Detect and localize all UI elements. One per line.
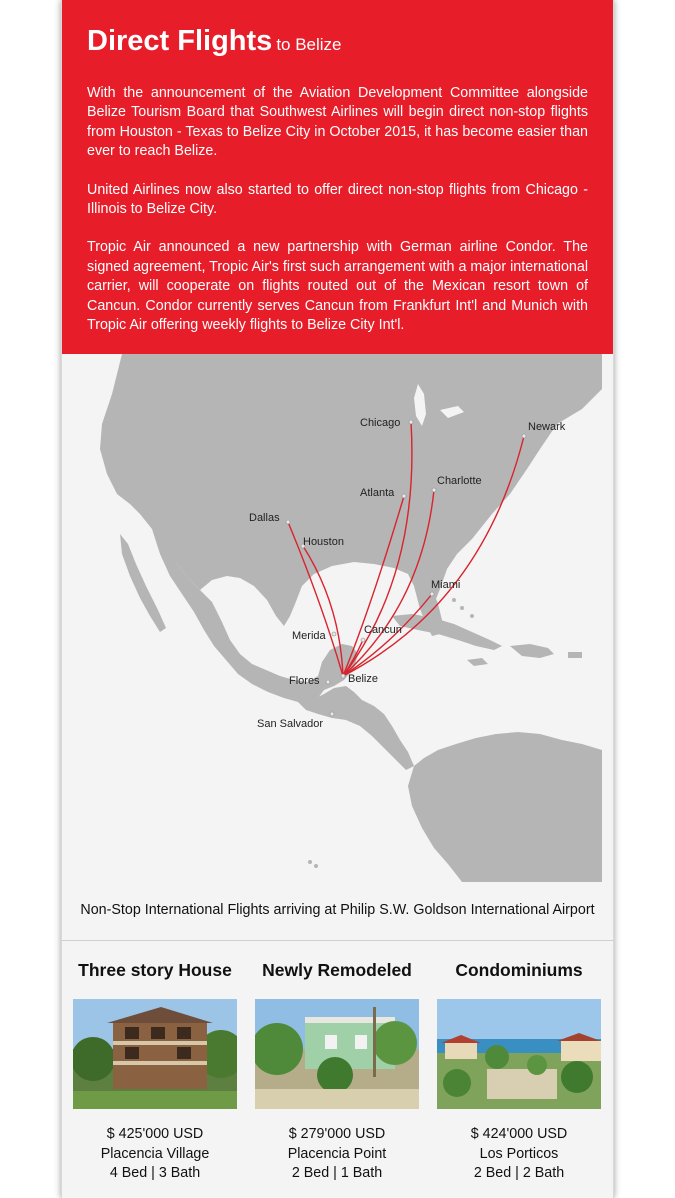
flight-route-map: [62, 354, 613, 882]
dot-charlotte: [432, 488, 436, 492]
label-newark: Newark: [528, 421, 566, 433]
dot-belize: [341, 674, 345, 678]
label-belize: Belize: [348, 673, 378, 685]
dot-san-salvador: [330, 712, 334, 716]
listing-location: Placencia Village: [100, 1145, 210, 1162]
condos-photo-svg: [437, 999, 601, 1109]
section-divider: [62, 940, 613, 941]
label-cancun: Cancun: [364, 624, 402, 636]
label-merida: Merida: [292, 630, 326, 642]
listing-card-newly-remodeled[interactable]: [254, 958, 420, 1184]
house-photo-svg: [73, 999, 237, 1109]
listing-card-condominiums[interactable]: [436, 958, 602, 1184]
hero-banner: [62, 0, 613, 354]
listing-location: Los Porticos: [479, 1145, 559, 1162]
listing-price: $ 425'000 USD: [106, 1126, 204, 1142]
dot-dallas: [286, 520, 290, 524]
listing-photo-remodeled[interactable]: [255, 999, 419, 1109]
paragraph-united: United Airlines now also started to offer direct non-stop flights from Chicago - Illinois to Belize City.: [87, 181, 588, 218]
listing-photo-condos[interactable]: [437, 999, 601, 1109]
listing-price: $ 279'000 USD: [288, 1126, 386, 1142]
dot-chicago: [409, 420, 413, 424]
label-chicago: Chicago: [360, 417, 401, 429]
label-san-salvador: San Salvador: [257, 718, 324, 730]
listing-photo-house[interactable]: [73, 999, 237, 1109]
listing-info: [72, 1125, 238, 1184]
newsletter-frame: [62, 0, 613, 1198]
dot-miami: [430, 592, 434, 596]
dot-merida: [332, 632, 336, 636]
listing-info: [254, 1125, 420, 1184]
map-caption: Non-Stop International Flights arriving at Philip S.W. Goldson International Airport: [80, 902, 595, 918]
label-houston: Houston: [303, 536, 344, 548]
listing-rooms: 4 Bed | 3 Bath: [109, 1165, 201, 1181]
listing-rooms: 2 Bed | 2 Bath: [473, 1165, 565, 1181]
paragraph-tropic-air: Tropic Air announced a new partnership with German airline Condor. The signed agreement, Tropic Air's first such arrangement with a major international carrier, will cooperate on flights routed out of the Mexican resort town of Cancun. Condor currently serves Cancun from Frankfurt Int'l and Munich with Tropic Air offering weekly flights to Belize City Int'l.: [87, 239, 588, 334]
listing-title[interactable]: Three story House: [78, 960, 232, 980]
dot-flores: [326, 680, 330, 684]
label-miami: Miami: [431, 579, 461, 591]
label-charlotte: Charlotte: [437, 475, 482, 487]
land-galapagos-2: [314, 864, 318, 868]
dot-cancun: [361, 638, 365, 642]
title-subtitle: to Belize: [276, 35, 342, 54]
listing-card-three-story-house[interactable]: [72, 958, 238, 1184]
land-bahamas-1: [452, 598, 456, 602]
page-title: [87, 24, 588, 62]
land-galapagos-1: [308, 860, 312, 864]
remodeled-photo-svg: [255, 999, 419, 1109]
listing-title[interactable]: Condominiums: [455, 960, 583, 980]
land-bahamas-2: [460, 606, 464, 610]
dot-newark: [522, 434, 526, 438]
listing-rooms: 2 Bed | 1 Bath: [291, 1165, 383, 1181]
paragraph-southwest: With the announcement of the Aviation Development Committee alongside Belize Tourism Board that Southwest Airlines will begin direct non-stop flights from Houston - Texas to Belize City in October 2015, it has become easier than ever to reach Belize.: [87, 85, 588, 160]
listing-info: [436, 1125, 602, 1184]
label-flores: Flores: [289, 675, 320, 687]
label-dallas: Dallas: [249, 512, 280, 524]
label-atlanta: Atlanta: [360, 487, 395, 499]
land-puerto-rico: [568, 652, 582, 658]
map-svg: [62, 354, 613, 882]
listing-location: Placencia Point: [287, 1145, 387, 1162]
land-bahamas-3: [470, 614, 474, 618]
listing-title[interactable]: Newly Remodeled: [262, 960, 412, 980]
dot-atlanta: [402, 494, 406, 498]
title-text: Direct Flights: [87, 25, 273, 57]
listing-price: $ 424'000 USD: [470, 1126, 568, 1142]
